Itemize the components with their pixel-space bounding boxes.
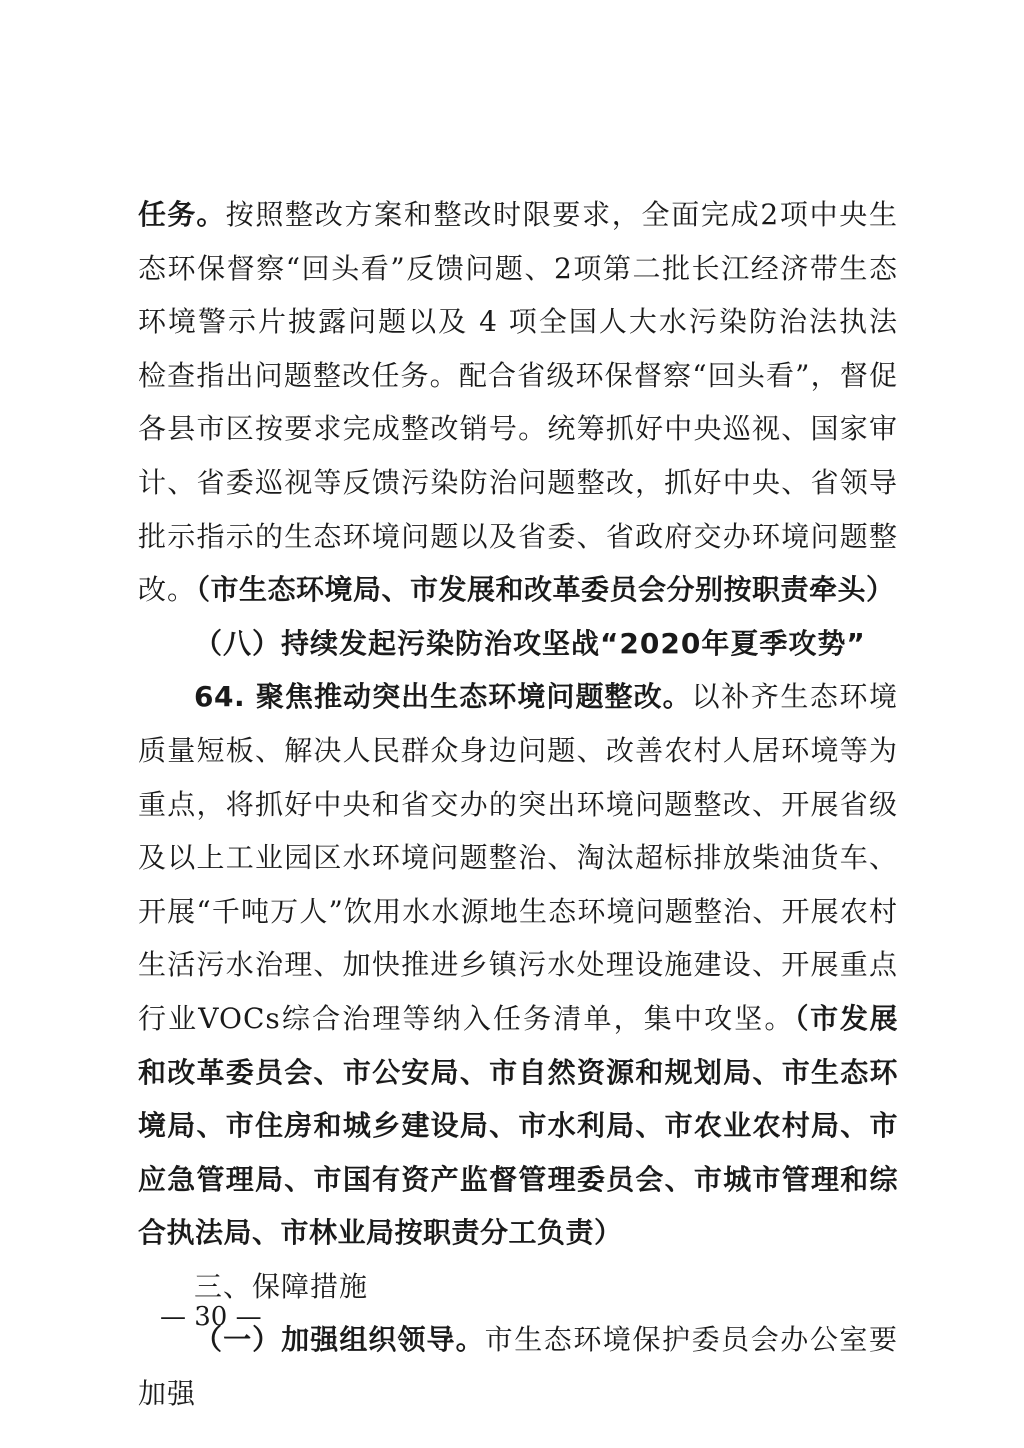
- item-64-paragraph: [138, 670, 898, 1260]
- bold-lead: 任务。: [138, 198, 226, 231]
- document-body: [138, 188, 898, 1421]
- item-64-responsible-departments: （市发展和改革委员会、市公安局、市自然资源和规划局、市生态环境局、市住房和城乡建设局、市水利局、市农业农村局、市应急管理局、市国有资产监督管理委员会、市城市管理和综合执法局、市林业局按职责分工负责）: [138, 1001, 898, 1250]
- page-number: — 30 —: [160, 1302, 262, 1332]
- item-64-title: 64. 聚焦推动突出生态环境问题整改。: [194, 680, 692, 714]
- section-3-item-1-title: （一）加强组织领导。: [194, 1323, 485, 1357]
- paragraph-task-completion: [138, 188, 898, 617]
- section-heading-3: 三、保障措施: [194, 1269, 369, 1303]
- responsible-departments: （市生态环境局、市发展和改革委员会分别按职责牵头）: [196, 573, 895, 607]
- paragraph-text: 按照整改方案和整改时限要求，全面完成2项中央生态环保督察“回头看”反馈问题、2项第二批长江经济带生态环境警示片披露问题以及 4 项全国人大水污染防治法执法检查指出问题整改任务。配合省级环保督察“回头看”，督促各县市区按要求完成整改销号。统筹抓好中央巡视、国家审计、省委巡视等反馈污染防治问题整改，抓好中央、省领导批示指示的生态环境问题以及省委、省政府交办环境问题整改。: [138, 198, 898, 607]
- section-3-item-1-text: 市生态环境保护委员会办公室要加强: [138, 1323, 898, 1411]
- section-heading-8: （八）持续发起污染防治攻坚战“2020年夏季攻势”: [194, 626, 866, 660]
- item-64-text: 以补齐生态环境质量短板、解决人民群众身边问题、改善农村人居环境等为重点，将抓好中央和省交办的突出环境问题整改、开展省级及以上工业园区水环境问题整治、淘汰超标排放柴油货车、开展“千吨万人”饮用水水源地生态环境问题整治、开展农村生活污水治理、加快推进乡镇污水处理设施建设、开展重点行业VOCs综合治理等纳入任务清单，集中攻坚。: [138, 680, 898, 1035]
